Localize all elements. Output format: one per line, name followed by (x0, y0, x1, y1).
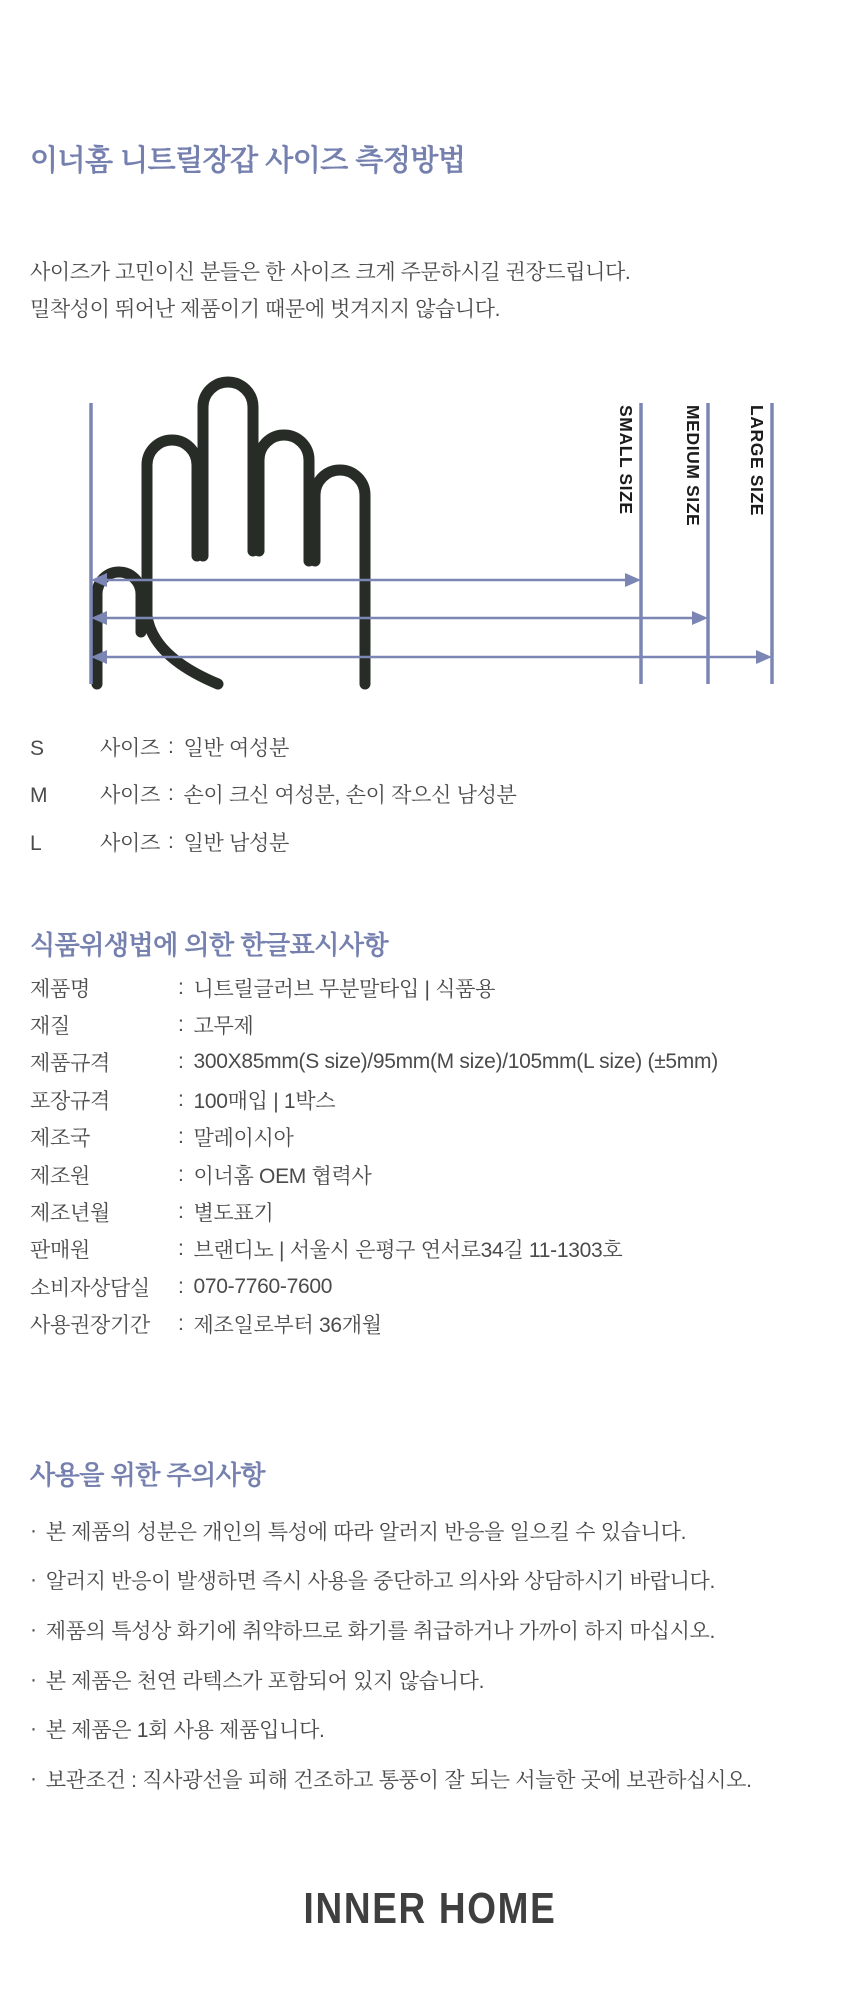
glove-hand-icon (97, 382, 365, 684)
cautions-list (30, 1506, 752, 1804)
separator: : (168, 829, 174, 853)
size-row-s (30, 723, 517, 771)
bullet-icon: · (30, 1518, 37, 1542)
separator: : (178, 1200, 184, 1224)
info-value: 말레이시아 (193, 1127, 294, 1151)
info-label: 소비자상담실 (30, 1276, 150, 1300)
separator: : (178, 1162, 184, 1186)
size-value: 일반 남성분 (183, 831, 290, 855)
bullet-icon: · (30, 1766, 37, 1790)
info-label: 판매원 (30, 1239, 90, 1263)
size-guide-title: 이너홈 니트릴장갑 사이즈 측정방법 (30, 145, 466, 177)
separator: : (178, 1050, 184, 1074)
info-label: 포장규격 (30, 1089, 110, 1113)
info-row-recommended-period (30, 1306, 718, 1343)
caution-item (30, 1556, 752, 1606)
info-row-product-spec (30, 1044, 718, 1081)
info-value: 별도표기 (193, 1202, 274, 1226)
caution-text: 알러지 반응이 발생하면 즉시 사용을 중단하고 의사와 상담하시기 바랍니다. (45, 1570, 716, 1594)
caution-text: 보관조건 : 직사광선을 피해 건조하고 통풍이 잘 되는 서늘한 곳에 보관하십시오. (45, 1768, 752, 1792)
info-label: 제조국 (30, 1127, 90, 1151)
info-label: 제조년월 (30, 1202, 110, 1226)
info-row-manufacturer (30, 1156, 718, 1193)
size-guide-description-line2: 밀착성이 뛰어난 제품이기 때문에 벗겨지지 않습니다. (30, 298, 501, 321)
info-value: 브랜디노 | 서울시 은평구 연서로34길 11-1303호 (193, 1239, 623, 1263)
measure-arrow-medium (91, 611, 708, 625)
product-info-title: 식품위생법에 의한 한글표시사항 (30, 930, 389, 960)
info-row-manufacture-date (30, 1193, 718, 1230)
separator: : (178, 975, 184, 999)
info-row-country (30, 1119, 718, 1156)
size-row-m (30, 771, 517, 819)
info-label: 제품규격 (30, 1052, 110, 1076)
ruler-label-large: LARGE SIZE (747, 405, 767, 517)
size-label: S 사이즈 (30, 736, 160, 760)
info-value: 070-7760-7600 (193, 1274, 333, 1298)
info-row-package-spec (30, 1081, 718, 1118)
info-label: 재질 (30, 1015, 70, 1039)
size-value: 손이 크신 여성분, 손이 작으신 남성분 (183, 784, 517, 808)
caution-item (30, 1754, 752, 1804)
bullet-icon: · (30, 1568, 37, 1592)
info-value: 300X85mm(S size)/95mm(M size)/105mm(L size) (±5mm) (193, 1050, 718, 1074)
separator: : (178, 1237, 184, 1261)
size-label: M 사이즈 (30, 784, 160, 808)
bullet-icon: · (30, 1717, 37, 1741)
caution-item (30, 1605, 752, 1655)
info-row-customer-service (30, 1268, 718, 1305)
caution-item (30, 1506, 752, 1556)
caution-item (30, 1704, 752, 1754)
size-guide-description-line1: 사이즈가 고민이신 분들은 한 사이즈 크게 주문하시길 권장드립니다. (30, 261, 631, 284)
info-value: 제조일로부터 36개월 (193, 1314, 382, 1338)
product-info-list (30, 969, 718, 1343)
separator: : (168, 734, 174, 758)
separator: : (178, 1013, 184, 1037)
size-label: L 사이즈 (30, 831, 160, 855)
info-label: 제품명 (30, 977, 90, 1001)
separator: : (178, 1087, 184, 1111)
separator: : (168, 782, 174, 806)
size-recommendation-list (30, 723, 517, 866)
separator: : (178, 1274, 184, 1298)
bullet-icon: · (30, 1667, 37, 1691)
info-value: 이너홈 OEM 협력사 (193, 1164, 372, 1188)
size-value: 일반 여성분 (183, 736, 290, 760)
separator: : (178, 1125, 184, 1149)
measure-arrow-large (91, 650, 772, 664)
info-label: 제조원 (30, 1164, 90, 1188)
brand-logotype: INNER HOME (303, 1884, 557, 1933)
caution-item (30, 1655, 752, 1705)
info-label: 사용권장기간 (30, 1314, 150, 1338)
hand-measurement-diagram (0, 278, 860, 690)
info-row-seller (30, 1231, 718, 1268)
size-row-l (30, 818, 517, 866)
info-row-product-name (30, 969, 718, 1006)
caution-text: 본 제품은 1회 사용 제품입니다. (45, 1719, 325, 1743)
info-value: 100매입 | 1박스 (193, 1089, 336, 1113)
bullet-icon: · (30, 1617, 37, 1641)
caution-text: 제품의 특성상 화기에 취약하므로 화기를 취급하거나 가까이 하지 마십시오. (45, 1619, 716, 1643)
ruler-label-medium: MEDIUM SIZE (683, 405, 703, 527)
info-value: 니트릴글러브 무분말타입 | 식품용 (193, 977, 496, 1001)
ruler-label-small: SMALL SIZE (616, 405, 636, 515)
caution-text: 본 제품의 성분은 개인의 특성에 따라 알러지 반응을 일으킬 수 있습니다. (45, 1520, 687, 1544)
separator: : (178, 1312, 184, 1336)
info-value: 고무제 (193, 1015, 254, 1039)
cautions-title: 사용을 위한 주의사항 (30, 1460, 265, 1490)
info-row-material (30, 1006, 718, 1043)
caution-text: 본 제품은 천연 라텍스가 포함되어 있지 않습니다. (45, 1669, 485, 1693)
